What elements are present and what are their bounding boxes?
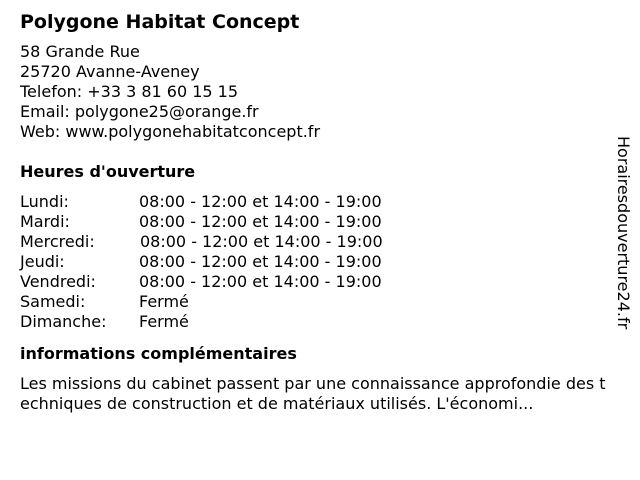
day-label: Jeudi:: [20, 252, 65, 271]
day-label: Dimanche:: [20, 312, 107, 331]
additional-info-heading: informations complémentaires: [20, 344, 297, 363]
day-hours: 08:00 - 12:00 et 14:00 - 19:00: [139, 192, 382, 211]
website-url: Web: www.polygonehabitatconcept.fr: [20, 122, 321, 141]
day-hours: 08:00 - 12:00 et 14:00 - 19:00: [139, 212, 382, 231]
day-hours: 08:00 - 12:00 et 14:00 - 19:00: [140, 232, 383, 251]
day-label: Vendredi:: [20, 272, 96, 291]
day-label: Samedi:: [20, 292, 86, 311]
phone-number: Telefon: +33 3 81 60 15 15: [20, 82, 239, 101]
hours-row-saturday: [20, 292, 610, 312]
day-label: Mardi:: [20, 212, 70, 231]
email-address: Email: polygone25@orange.fr: [20, 102, 259, 121]
hours-row-tuesday: [20, 212, 610, 232]
opening-hours-heading: Heures d'ouverture: [20, 162, 196, 181]
business-card: [20, 10, 610, 414]
day-label: Mercredi:: [20, 232, 95, 251]
hours-row-thursday: [20, 252, 610, 272]
day-hours: 08:00 - 12:00 et 14:00 - 19:00: [139, 252, 382, 271]
watermark-label: Horairesdouverture24.fr: [614, 136, 633, 330]
address-city: 25720 Avanne-Aveney: [20, 62, 200, 81]
contact-block: [20, 42, 610, 142]
day-label: Lundi:: [20, 192, 69, 211]
opening-hours-table: [20, 192, 610, 332]
business-name: Polygone Habitat Concept: [20, 11, 300, 33]
hours-row-friday: [20, 272, 610, 292]
address-street: 58 Grande Rue: [20, 42, 140, 61]
hours-row-sunday: [20, 312, 610, 332]
day-hours: Fermé: [139, 292, 189, 311]
additional-info-text: Les missions du cabinet passent par une connaissance approfondie des techniques de construction et de matériaux utilisés. L'économi...: [20, 374, 606, 413]
day-hours: 08:00 - 12:00 et 14:00 - 19:00: [139, 272, 382, 291]
hours-row-monday: [20, 192, 610, 212]
hours-row-wednesday: [20, 232, 610, 252]
day-hours: Fermé: [139, 312, 189, 331]
